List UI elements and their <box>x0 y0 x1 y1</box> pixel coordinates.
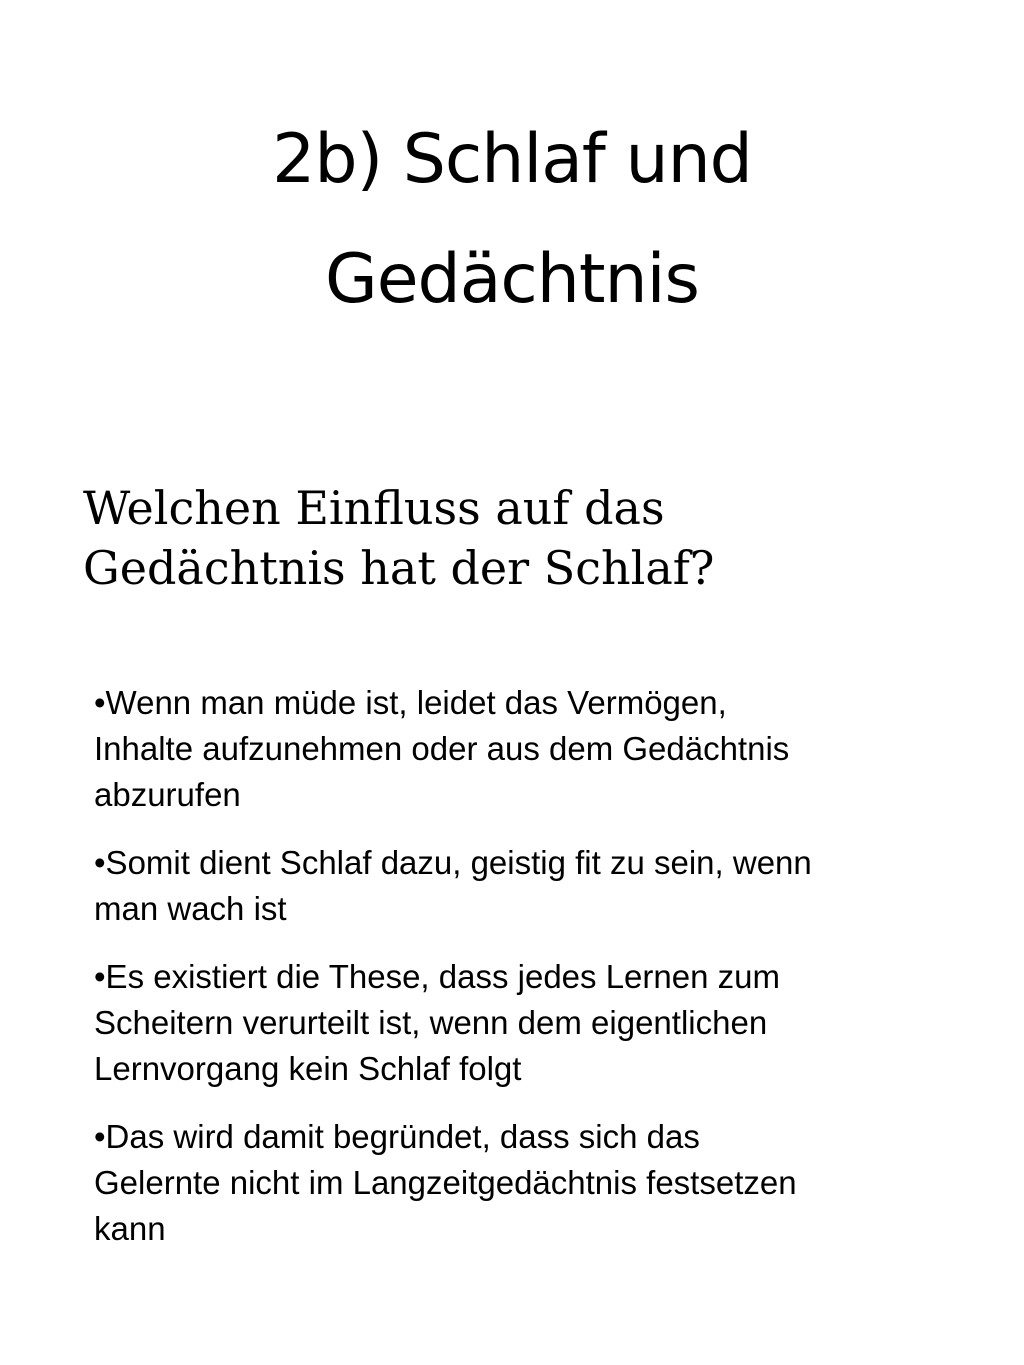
slide-subtitle <box>83 478 963 598</box>
slide-title-line: 2b) Schlaf und <box>272 120 752 199</box>
slide-title <box>0 100 1024 340</box>
bullet-line: •Wenn man müde ist, leidet das Vermögen, <box>94 684 727 721</box>
slide-subtitle-line: Gedächtnis hat der Schlaf? <box>83 541 715 595</box>
bullet-item <box>94 1114 974 1252</box>
bullet-line: Scheitern verurteilt ist, wenn dem eigentlichen <box>94 1004 768 1041</box>
bullet-item <box>94 680 974 818</box>
bullet-line: Lernvorgang kein Schlaf folgt <box>94 1050 522 1087</box>
bullet-line: man wach ist <box>94 890 287 927</box>
slide-subtitle-line: Welchen Einfluss auf das <box>83 481 665 535</box>
bullet-line: •Das wird damit begründet, dass sich das <box>94 1118 700 1155</box>
bullet-line: Gelernte nicht im Langzeitgedächtnis festsetzen <box>94 1164 797 1201</box>
bullet-line: •Somit dient Schlaf dazu, geistig fit zu sein, wenn <box>94 844 812 881</box>
bullet-line: abzurufen <box>94 776 241 813</box>
slide-title-line: Gedächtnis <box>325 240 699 319</box>
bullet-list <box>94 680 974 1274</box>
bullet-item <box>94 840 974 932</box>
bullet-line: kann <box>94 1210 166 1247</box>
bullet-line: Inhalte aufzunehmen oder aus dem Gedächtnis <box>94 730 790 767</box>
bullet-line: •Es existiert die These, dass jedes Lernen zum <box>94 958 780 995</box>
bullet-item <box>94 954 974 1092</box>
